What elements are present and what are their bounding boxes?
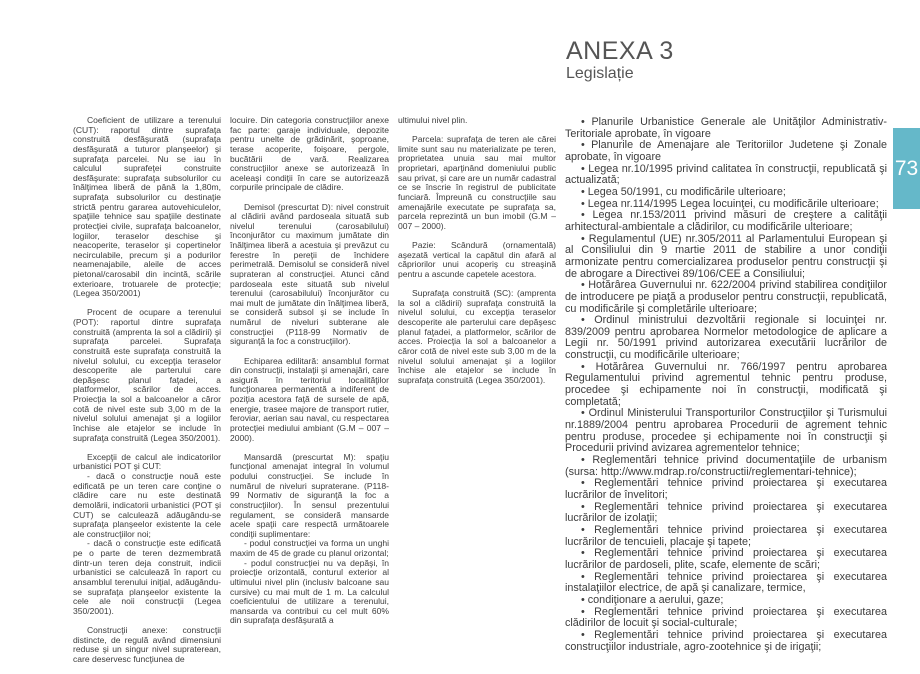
- list-item: • Legea nr.10/1995 privind calitatea în construcţii, republicată şi actualizată;: [565, 162, 887, 187]
- annex-subtitle: Legislație: [566, 65, 634, 82]
- list-item: • Planurile Urbanistice Generale ale Unităţilor Administrativ-Teritoriale aprobate, în vigoare: [565, 116, 887, 140]
- list-item: • Reglementări tehnice privind proiectarea şi executarea lucrărilor de izolaţii;: [565, 500, 887, 525]
- list-item: • Reglementări tehnice privind proiectarea şi executarea lucrărilor de pardoseli, plite, scafe, elemente de scări;: [565, 547, 887, 571]
- list-item: • Reglementări tehnice privind proiectarea şi executarea clădirilor de locuit şi social-culturale;: [565, 605, 887, 630]
- list-item: • Reglementări tehnice privind proiectarea şi executarea lucrărilor de învelitori;: [565, 477, 887, 501]
- paragraph: Echiparea edilitară: ansamblul format din construcţii, instalaţii şi amenajări, care asigură în teritoriul localităţilor funcţionarea permanentă a indiferent de poziţia acestora faţă de sursele de apă, energie, trasee majore de transport rutier, feroviar, aerian sau naval, cu respectarea protecţiei mediului ambiant (G.M – 007 – 2000).: [230, 355, 389, 443]
- list-item: • Ordinul Ministerului Transporturilor Construcţiilor şi Turismului nr.1889/2004 pentru aprobarea Procedurii de agrement tehnic pentru produse, procedee şi echipamente noi în construcţii şi Procedurii privind avizarea agrementelor tehnice;: [565, 407, 887, 455]
- paragraph: Excepţii de calcul ale indicatorilor urbanistici POT şi CUT:: [73, 451, 221, 472]
- paragraph: - dacă o construcţie nouă este edificată pe un teren care conţine o clădire care nu este destinată demolării, indicatorii urbanistici (POT şi CUT) se calculează adăugându-se suprafaţa planşeelor existente la cele ale construcţiilor noi;: [73, 471, 221, 539]
- definitions-column-1: [73, 116, 221, 674]
- list-item: • Planurile de Amenajare ale Teritoriilor Judetene şi Zonale aprobate, în vigoare: [565, 139, 887, 163]
- paragraph: Mansardă (prescurtat M): spaţiu funcţional amenajat integral în volumul podului construcţiei. Se include în numărul de niveluri supraterane. (P118-99 Normativ de siguranţă la foc a construcţiilor). În sensul prezentului regulament, se consideră mansarde acele spaţii care respectă următoarele condiţii suplimentare:: [230, 451, 389, 539]
- definitions-column-3: [398, 116, 556, 395]
- paragraph: Demisol (prescurtat D): nivel construit al clădirii având pardoseala situată sub nivelul terenului (carosabilului) înconjurător cu maximum jumătate din înălţimea liberă a acestuia şi prevăzut cu ferestre în pereţii de închidere perimetrală. Demisolul se consideră nivel suprateran al construcţiei. Atunci când pardoseala este situată sub nivelul terenului (carosabilului) înconjurător cu mai mult de jumătate din înălţimea liberă, se consideră subsol şi se include în numărul de niveluri subterane ale construcţiei (P118-99 Normativ de siguranţă la foc a construcţiilor).: [230, 201, 389, 347]
- list-item: • Reglementări tehnice privind proiectarea şi executarea lucrărilor de tencuieli, placaje şi tapete;: [565, 523, 887, 548]
- annex-title: ANEXA 3: [566, 37, 674, 65]
- paragraph: - podul construcţiei va forma un unghi maxim de 45 de grade cu planul orizontal;: [230, 538, 389, 559]
- page-number: 73: [894, 156, 919, 180]
- list-item: • Reglementări tehnice privind proiectarea şi executarea construcţiilor industriale, agro-zootehnice şi de irigaţii;: [565, 628, 887, 653]
- paragraph: - dacă o construcţie este edificată pe o parte de teren dezmembrată dintr-un teren deja construit, indicii urbanistici se calculează în raport cu ansamblul terenului iniţial, adăugându-se suprafaţa planşeelor existente la cele ale noii construcţii (Legea 350/2001).: [73, 538, 221, 616]
- paragraph: Procent de ocupare a terenului (POT): raportul dintre suprafaţa construită (amprenta la sol a clădirii) şi suprafaţa parcelei. Suprafaţa construită este suprafaţa construită la nivelul solului, cu excepţia teraselor descoperite ale parterului care depăşesc planul faţadei, a platformelor, scărilor de acces. Proiecţia la sol a balcoanelor a căror cotă de nivel este sub 3,00 m de la nivelul solului amenajat şi a logiilor închise ale etajelor se include în suprafaţa construită (Legea 350/2001).: [73, 307, 221, 443]
- list-item: • Hotărârea Guvernului nr. 622/2004 privind stabilirea condiţiilor de introducere pe piaţă a produselor pentru construcţii, republicată, cu modificările şi completările ulterioare;: [565, 279, 887, 315]
- list-item: • Legea 50/1991, cu modificările ulterioare;: [581, 185, 786, 198]
- list-item: • Legea nr.114/1995 Legea locuinţei, cu modificările ulterioare;: [581, 197, 879, 210]
- list-item: • Regulamentul (UE) nr.305/2011 al Parlamentului European şi al Consiliului din 9 martie 2011 de stabilire a unor condiţii armonizate pentru comercializarea produselor pentru construcţii şi de abrogare a Directivei 89/106/CEE a Consiliului;: [565, 232, 887, 280]
- paragraph: Parcela: suprafaţa de teren ale cărei limite sunt sau nu materializate pe teren, proprietatea unuia sau mai multor proprietari, aparţinând domeniului public sau privat, şi care are un număr cadastral ce se înscrie în registrul de publicitate funciară. Împreună cu construcţiile sau amenajările executate pe suprafaţa sa, parcela reprezintă un bun imobil (G.M – 007 – 2000).: [398, 134, 556, 231]
- paragraph: locuire. Din categoria construcţiilor anexe fac parte: garaje individuale, depozite pentru unelte de grădinărit, şoproane, terase acoperite, foişoare, pergole, bucătării de vară. Realizarea construcţiilor anexe se autorizează în aceleaşi condiţii în care se autorizează corpurile principale de clădire.: [230, 115, 389, 193]
- list-item: • Legea nr.153/2011 privind măsuri de creştere a calităţii arhitectural-ambientale a clădirilor, cu modificările ulterioare;: [565, 209, 887, 233]
- paragraph: ultimului nivel plin.: [398, 115, 468, 125]
- list-item: • Hotărârea Guvernului nr. 766/1997 pentru aprobarea Regulamentului privind agrementul tehnic pentru produse, procedee şi echipamente noi în construcţii, modificată şi completată;: [565, 360, 887, 408]
- list-item: • Reglementări tehnice privind proiectarea şi executarea instalaţiilor electrice, de apă şi canalizare, termice,: [565, 570, 887, 595]
- list-item: • Ordinul ministrului dezvoltării regionale si locuinţei nr. 839/2009 pentru aprobarea Normelor metodologice de aplicare a Legii nr. 50/1991 privind autorizarea executării lucrărilor de construcţii, cu modificările ulterioare;: [565, 314, 887, 362]
- list-item: • condiţionare a aerului, gaze;: [581, 593, 724, 606]
- paragraph: Suprafaţa construită (SC): (amprenta la sol a clădirii) suprafaţa construită la nivelul solului, cu excepţia teraselor descoperite ale parterului care depăşesc planul faţadei, a platformelor, scărilor de acces. Proiecţia la sol a balcoanelor a căror cotă de nivel este sub 3,00 m de la nivelul solului amenajat şi a logiilor închise ale etajelor se include în suprafaţa construită (Legea 350/2001).: [398, 288, 556, 385]
- list-item: • Reglementări tehnice privind documentaţiile de urbanism (sursa: http://www.mdrap.ro/constructii/reglementari-tehnice);: [565, 454, 887, 478]
- paragraph: Construcţii anexe: construcţii distincte, de regulă având dimensiuni reduse şi un singur nivel supraterean, care deservesc funcţiunea de: [73, 625, 221, 664]
- page-number-tab: [893, 128, 920, 209]
- paragraph: Pazie: Scândură (ornamentală) aşezată vertical la capătul din afară al căpriorilor unui acoperiş cu streaşină pentru a ascunde capetele acestora.: [398, 240, 556, 279]
- legislation-list: [565, 117, 887, 653]
- definitions-column-2: [230, 116, 389, 636]
- paragraph: Coeficient de utilizare a terenului (CUT): raportul dintre suprafaţa construită desfăşurată (suprafaţa desfăşurată a tuturor planşeelor) şi suprafaţa parcelei. Nu se iau în calculul suprafeţei construite desfăşurate: suprafaţa subsolurilor cu înălţimea liberă de până la 1,80m, suprafaţa subsolurilor cu destinaţie strictă pentru garareа autovehiculelor, spaţiile tehnice sau spaţiile destinate protecţiei civile, suprafaţa balcoanelor, logiilor, teraselor deschise şi neacoperite, teraselor şi copertinelor necirculabile, precum şi a podurilor neamenajabile, aleile de acces pietonal/carosabil din incintă, scările exterioare, trotuarele de protecţie; (Legea 350/2001): [73, 115, 221, 299]
- page-header: [566, 38, 674, 83]
- paragraph: - podul construcţiei nu va depăşi, în proiecţie orizontală, conturul exterior al ultimului nivel plin (inclusiv balcoane sau cursive) cu mai mult de 1 m. La calculul coeficientului de utilizare a terenului, mansarda va contribui cu cel mult 60% din suprafaţa desfăşurată a: [230, 557, 389, 626]
